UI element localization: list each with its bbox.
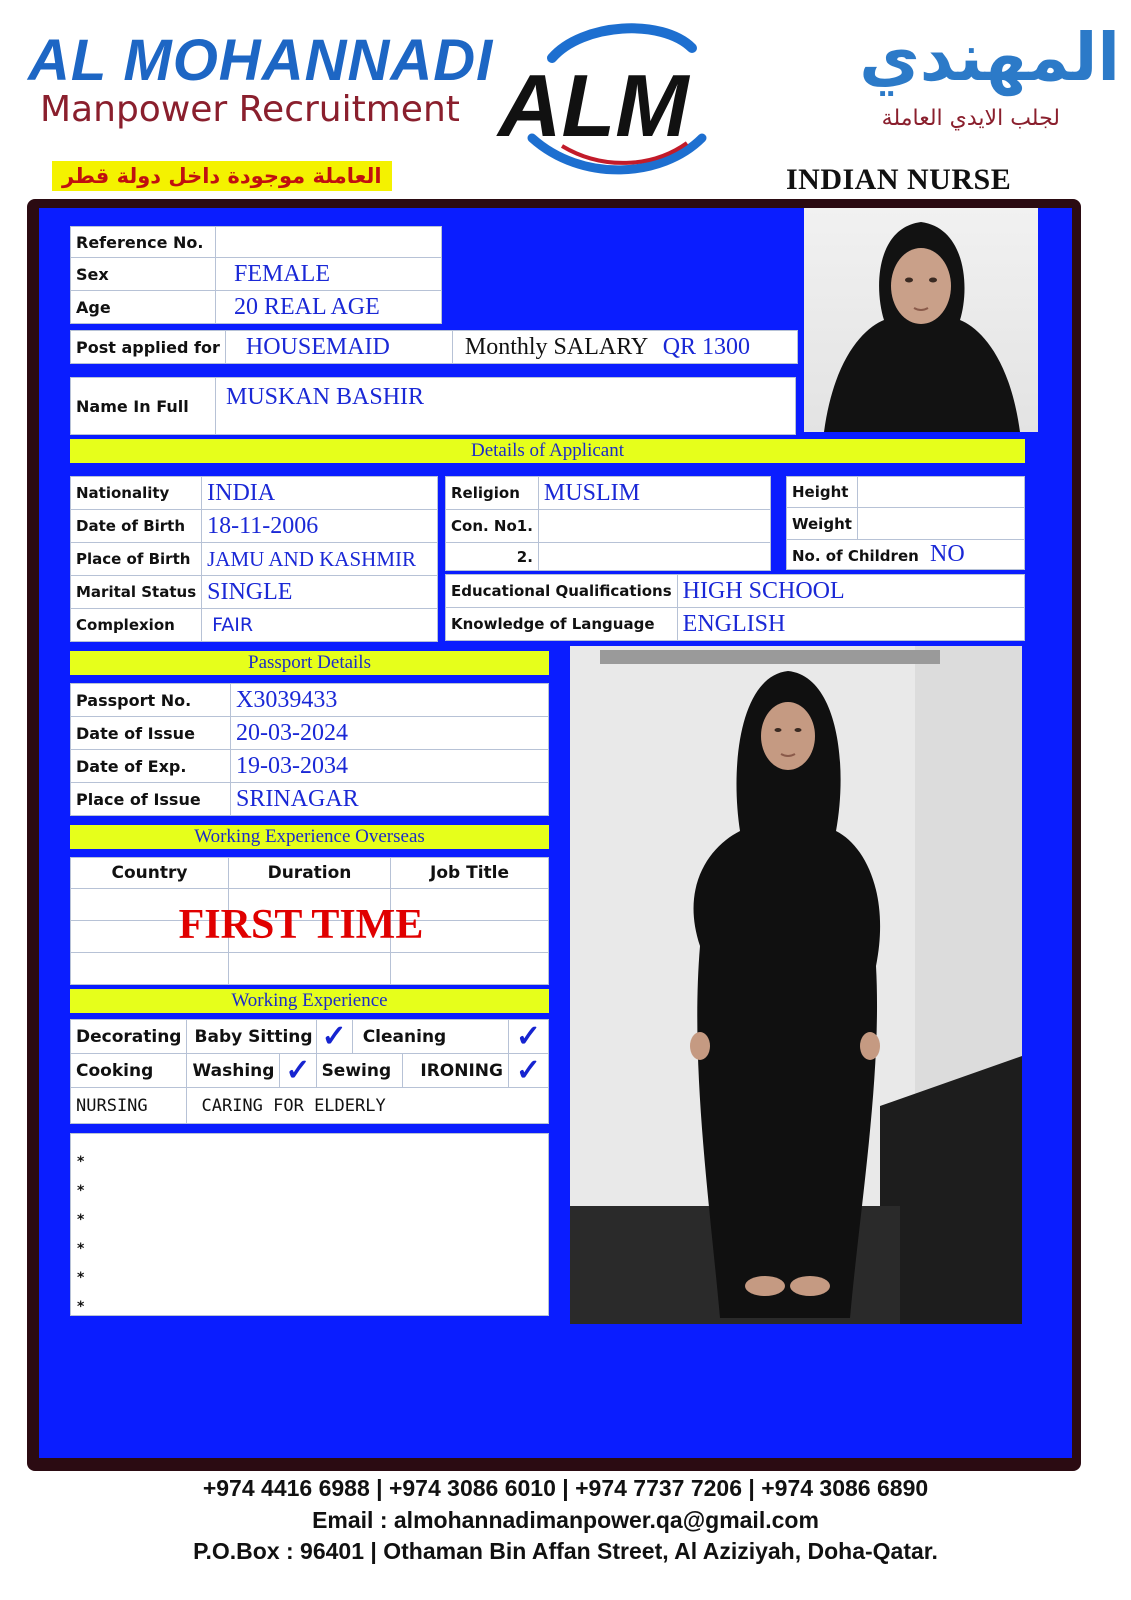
skill-sewing: Sewing — [316, 1054, 402, 1088]
weight-value — [857, 508, 1024, 540]
details-section-bar: Details of Applicant — [70, 439, 1025, 463]
passport-section-bar: Passport Details — [70, 651, 549, 675]
marital-label: Marital Status — [71, 576, 202, 609]
issue-place-value: SRINAGAR — [231, 783, 549, 816]
religion-value: MUSLIM — [538, 477, 770, 510]
salary-label: Monthly SALARY — [464, 333, 649, 360]
religion-label: Religion — [446, 477, 539, 510]
company-tagline-arabic: لجلب الايدي العاملة — [881, 106, 1060, 131]
name-value: MUSKAN BASHIR — [216, 378, 796, 435]
experience-section-bar: Working Experience — [70, 989, 549, 1013]
note-bullet: * — [77, 1183, 85, 1199]
notes-box — [70, 1133, 549, 1316]
physical-table — [786, 476, 1025, 570]
name-table — [70, 377, 796, 435]
position-title: INDIAN NURSE — [786, 163, 1012, 196]
marital-value: SINGLE — [202, 576, 438, 609]
children-cell — [787, 540, 1025, 570]
ironing-check-icon: ✓ — [509, 1054, 549, 1088]
contact2-value — [538, 543, 770, 571]
post-value: HOUSEMAID — [225, 331, 452, 364]
company-name-english: AL MOHANNADI — [28, 28, 494, 93]
footer-email: Email : almohannadimanpower.qa@gmail.com — [312, 1507, 819, 1533]
issue-date-value: 20-03-2024 — [231, 717, 549, 750]
age-label: Age — [71, 291, 216, 324]
complexion-label: Complexion — [71, 609, 202, 642]
basic-info-table — [70, 226, 442, 324]
washing-check-icon: ✓ — [280, 1054, 316, 1088]
footer-phones: +974 4416 6988 | +974 3086 6010 | +974 7737 7206 | +974 3086 6890 — [202, 1475, 929, 1501]
in-qatar-notice: العاملة موجودة داخل دولة قطر — [52, 161, 392, 191]
skill-caring-elderly: CARING FOR ELDERLY — [187, 1088, 549, 1124]
age-value: 20 REAL AGE — [216, 291, 442, 324]
contact1-label: Con. No1. — [446, 510, 539, 543]
note-bullet: * — [77, 1212, 85, 1228]
children-label: No. of Children — [792, 547, 919, 565]
height-value — [857, 477, 1024, 508]
note-bullet: * — [77, 1270, 85, 1286]
sex-label: Sex — [71, 258, 216, 291]
applicant-full-photo — [570, 646, 1022, 1324]
alm-logo — [492, 18, 732, 178]
children-value: NO — [930, 541, 965, 567]
dob-label: Date of Birth — [71, 510, 202, 543]
cleaning-check-icon: ✓ — [509, 1020, 549, 1054]
salary-value: QR 1300 — [662, 333, 751, 360]
sex-value: FEMALE — [216, 258, 442, 291]
education-label: Educational Qualifications — [446, 575, 678, 608]
skill-decorating: Decorating — [71, 1020, 187, 1054]
personal-details-table — [70, 476, 438, 642]
skills-table — [70, 1019, 549, 1124]
salary-cell — [452, 331, 797, 364]
passport-no-label: Passport No. — [71, 684, 231, 717]
baby-sitting-check-icon: ✓ — [316, 1020, 352, 1054]
issue-date-label: Date of Issue — [71, 717, 231, 750]
skill-ironing: IRONING — [403, 1054, 509, 1088]
height-label: Height — [787, 477, 858, 508]
dob-value: 18-11-2006 — [202, 510, 438, 543]
skill-baby-sitting: Baby Sitting — [187, 1020, 316, 1054]
nationality-value: INDIA — [202, 477, 438, 510]
language-value: ENGLISH — [677, 608, 1024, 641]
expiry-date-label: Date of Exp. — [71, 750, 231, 783]
alm-logo-text: ALM — [498, 56, 689, 155]
contact2-label: 2. — [446, 543, 539, 571]
post-table — [70, 330, 798, 364]
skill-cleaning: Cleaning — [352, 1020, 508, 1054]
duration-header: Duration — [229, 858, 391, 889]
overseas-section-bar: Working Experience Overseas — [70, 825, 549, 849]
full-photo-art — [570, 646, 1022, 1324]
job-title-header: Job Title — [391, 858, 549, 889]
religion-table — [445, 476, 771, 571]
language-label: Knowledge of Language — [446, 608, 678, 641]
education-table — [445, 574, 1025, 641]
reference-label: Reference No. — [71, 227, 216, 258]
name-label: Name In Full — [71, 378, 216, 435]
footer-address: P.O.Box : 96401 | Othaman Bin Affan Street, Al Aziziyah, Doha-Qatar. — [193, 1538, 938, 1564]
post-label: Post applied for — [71, 331, 226, 364]
skill-cooking: Cooking — [71, 1054, 187, 1088]
country-header: Country — [71, 858, 229, 889]
face-photo-art — [804, 208, 1038, 432]
first-time-note: FIRST TIME — [178, 902, 424, 948]
skill-nursing: NURSING — [71, 1088, 187, 1124]
education-value: HIGH SCHOOL — [677, 575, 1024, 608]
passport-no-value: X3039433 — [231, 684, 549, 717]
company-name-arabic: المهندي — [859, 19, 1120, 96]
passport-table — [70, 683, 549, 816]
applicant-face-photo — [804, 208, 1038, 432]
reference-value — [216, 227, 442, 258]
note-bullet: * — [77, 1241, 85, 1257]
note-bullet: * — [77, 1299, 85, 1315]
contact1-value — [538, 510, 770, 543]
pob-label: Place of Birth — [71, 543, 202, 576]
weight-label: Weight — [787, 508, 858, 540]
expiry-date-value: 19-03-2034 — [231, 750, 549, 783]
note-bullet: * — [77, 1154, 85, 1170]
complexion-value: FAIR — [202, 609, 438, 642]
skill-washing: Washing — [187, 1054, 280, 1088]
company-tagline-english: Manpower Recruitment — [40, 89, 460, 130]
issue-place-label: Place of Issue — [71, 783, 231, 816]
nationality-label: Nationality — [71, 477, 202, 510]
pob-value: JAMU AND KASHMIR — [202, 543, 438, 576]
